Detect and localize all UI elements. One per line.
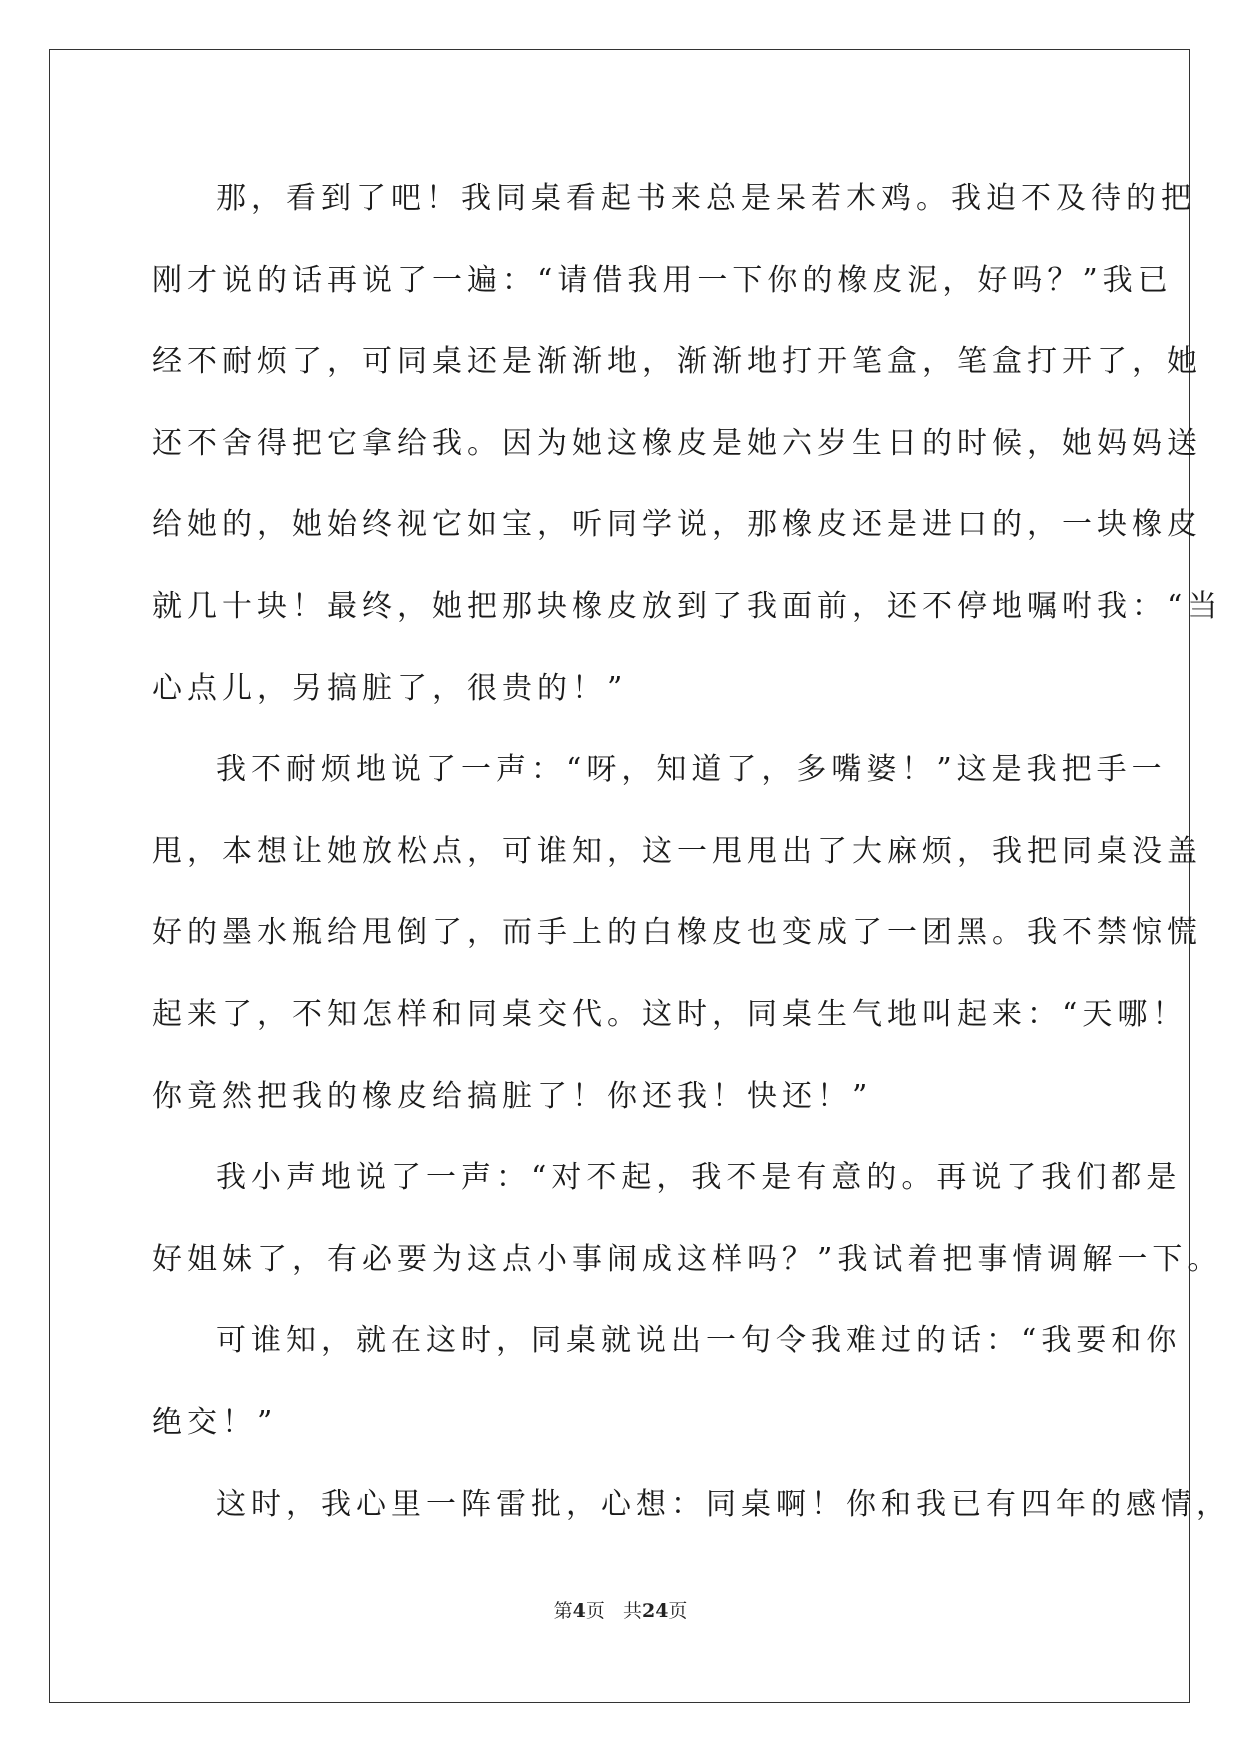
paragraph-line: 起来了，不知怎样和同桌交代。这时，同桌生气地叫起来：“天哪！: [152, 996, 1188, 1032]
paragraph-line: 经不耐烦了，可同桌还是渐渐地，渐渐地打开笔盒，笔盒打开了，她: [152, 344, 1202, 380]
total-pages-number: 24: [641, 1600, 669, 1622]
footer-page-unit: 页: [585, 1600, 605, 1622]
paragraph-line: 甩，本想让她放松点，可谁知，这一甩甩出了大麻烦，我把同桌没盖: [152, 833, 1202, 869]
paragraph-line: 好的墨水瓶给甩倒了，而手上的白橡皮也变成了一团黑。我不禁惊慌: [152, 915, 1202, 951]
paragraph-line: 刚才说的话再说了一遍：“请借我用一下你的橡皮泥，好吗？”我已: [152, 262, 1173, 298]
paragraph-line: 我小声地说了一声：“对不起，我不是有意的。再说了我们都是: [216, 1160, 1182, 1196]
paragraph-line: 心点儿，另搞脏了，很贵的！”: [152, 670, 628, 706]
paragraph-line: 给她的，她始终视它如宝，听同学说，那橡皮还是进口的，一块橡皮: [152, 507, 1202, 543]
paragraph-line: 还不舍得把它拿给我。因为她这橡皮是她六岁生日的时候，她妈妈送: [152, 425, 1202, 461]
footer-total-unit: 页: [668, 1600, 688, 1622]
current-page-number: 4: [572, 1600, 586, 1622]
document-body: [152, 158, 1231, 1545]
footer-prefix: 第: [553, 1600, 573, 1622]
page-footer: [0, 1596, 1241, 1623]
paragraph-line: 我不耐烦地说了一声：“呀，知道了，多嘴婆！”这是我把手一: [216, 752, 1167, 788]
paragraph-line: 好姐妹了，有必要为这点小事闹成这样吗？”我试着把事情调解一下。: [152, 1241, 1223, 1277]
paragraph-line: 可谁知，就在这时，同桌就说出一句令我难过的话：“我要和你: [216, 1323, 1182, 1359]
paragraph-line: 你竟然把我的橡皮给搞脏了！你还我！快还！”: [152, 1078, 873, 1114]
paragraph-line: 绝交！”: [152, 1404, 278, 1440]
paragraph-line: 那，看到了吧！我同桌看起书来总是呆若木鸡。我迫不及待的把: [216, 181, 1196, 216]
paragraph-line: 这时，我心里一阵雷批，心想：同桌啊！你和我已有四年的感情，: [216, 1486, 1231, 1522]
paragraph-line: 就几十块！最终，她把那块橡皮放到了我面前，还不停地嘱咐我：“当: [152, 588, 1223, 624]
footer-total-prefix: 共: [622, 1600, 642, 1622]
